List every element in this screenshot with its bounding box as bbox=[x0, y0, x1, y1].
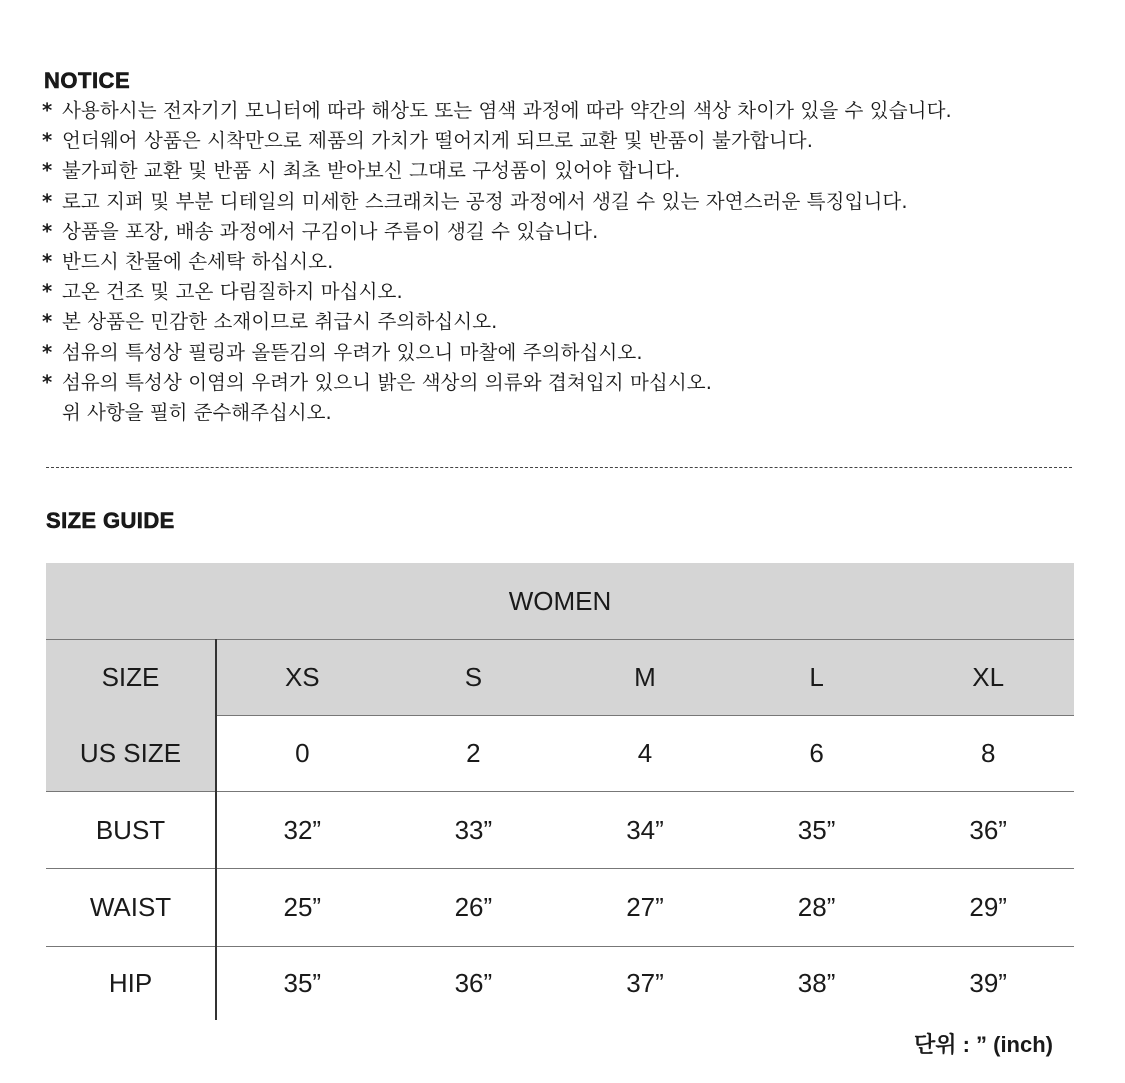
bullet-star: * bbox=[42, 159, 53, 183]
cell-size-m: M bbox=[559, 640, 731, 716]
unit-note: 단위 : ” (inch) bbox=[913, 1032, 1053, 1057]
notice-item: * 본 상품은 민감한 소재이므로 취급시 주의하십시오. bbox=[42, 307, 1102, 337]
cell-us-size: 4 bbox=[559, 716, 731, 792]
notice-item: * 사용하시는 전자기기 모니터에 따라 해상도 또는 염색 과정에 따라 약간의 색상 차이가 있을 수 있습니다. bbox=[42, 96, 1102, 126]
women-header: WOMEN bbox=[46, 563, 1074, 640]
cell-waist: 27” bbox=[559, 869, 731, 947]
table-row-bust bbox=[46, 792, 1074, 869]
table-row-hip bbox=[46, 947, 1074, 1021]
bullet-star: * bbox=[42, 129, 53, 153]
cell-hip: 35” bbox=[283, 968, 322, 998]
bullet-star: * bbox=[42, 370, 53, 394]
row-label-hip: HIP bbox=[46, 947, 216, 1021]
cell-size-xl: XL bbox=[902, 640, 1074, 716]
row-label-us-size: US SIZE bbox=[46, 716, 216, 792]
cell-waist: 26” bbox=[388, 869, 560, 947]
row-label-bust: BUST bbox=[46, 792, 216, 869]
cell-hip: 39” bbox=[969, 968, 1007, 998]
notice-item: * 불가피한 교환 및 반품 시 최초 받아보신 그대로 구성품이 있어야 합니다. bbox=[42, 156, 1102, 186]
cell-hip: 38” bbox=[797, 968, 836, 998]
notice-item: * 섬유의 특성상 이염의 우려가 있으니 밝은 색상의 의류와 겹쳐입지 마십시오. bbox=[42, 368, 1102, 398]
notice-item: * 언더웨어 상품은 시착만으로 제품의 가치가 떨어지게 되므로 교환 및 반품이 불가합니다. bbox=[42, 126, 1102, 156]
notice-list bbox=[42, 96, 1102, 398]
notice-section bbox=[42, 66, 1102, 428]
bullet-star: * bbox=[42, 189, 53, 213]
notice-footer: 위 사항을 필히 준수해주십시오. bbox=[62, 401, 332, 425]
bullet-star: * bbox=[42, 250, 53, 274]
bullet-star: * bbox=[42, 219, 53, 243]
cell-us-size: 8 bbox=[902, 716, 1074, 792]
cell-us-size: 2 bbox=[388, 716, 560, 792]
bullet-star: * bbox=[42, 99, 53, 122]
size-guide-table bbox=[46, 563, 1074, 1020]
notice-item: * 섬유의 특성상 필링과 올뜯김의 우려가 있으니 마찰에 주의하십시오. bbox=[42, 338, 1102, 368]
cell-bust: 36” bbox=[902, 792, 1074, 869]
cell-hip: 36” bbox=[454, 968, 493, 998]
size-guide-title: SIZE GUIDE bbox=[46, 508, 175, 533]
bullet-star: * bbox=[42, 340, 53, 364]
cell-size-l: L bbox=[731, 640, 903, 716]
cell-waist: 29” bbox=[902, 869, 1074, 947]
cell-waist: 25” bbox=[216, 869, 388, 947]
row-label-size: SIZE bbox=[46, 640, 216, 716]
table-row-waist bbox=[46, 869, 1074, 947]
cell-bust: 35” bbox=[731, 792, 903, 869]
cell-hip: 37” bbox=[626, 968, 664, 998]
table-row-women bbox=[46, 563, 1074, 640]
cell-bust: 33” bbox=[388, 792, 560, 869]
notice-item: * 로고 지퍼 및 부분 디테일의 미세한 스크래치는 공정 과정에서 생길 수 있는 자연스러운 특징입니다. bbox=[42, 187, 1102, 217]
cell-size-s: S bbox=[388, 640, 560, 716]
row-label-waist: WAIST bbox=[46, 869, 216, 947]
cell-bust: 32” bbox=[216, 792, 388, 869]
cell-waist: 28” bbox=[731, 869, 903, 947]
notice-item: * 반드시 찬물에 손세탁 하십시오. bbox=[42, 247, 1102, 277]
bullet-star: * bbox=[42, 310, 53, 334]
dashed-divider bbox=[46, 467, 1072, 468]
cell-us-size: 0 bbox=[216, 716, 388, 792]
notice-item: * 고온 건조 및 고온 다림질하지 마십시오. bbox=[42, 277, 1102, 307]
cell-us-size: 6 bbox=[731, 716, 903, 792]
bullet-star: * bbox=[42, 280, 53, 304]
cell-bust: 34” bbox=[559, 792, 731, 869]
table-row-size bbox=[46, 640, 1074, 716]
table-row-us-size bbox=[46, 716, 1074, 792]
cell-size-xs: XS bbox=[216, 640, 388, 716]
notice-item: * 상품을 포장, 배송 과정에서 구김이나 주름이 생길 수 있습니다. bbox=[42, 217, 1102, 247]
notice-title: NOTICE bbox=[44, 68, 131, 93]
